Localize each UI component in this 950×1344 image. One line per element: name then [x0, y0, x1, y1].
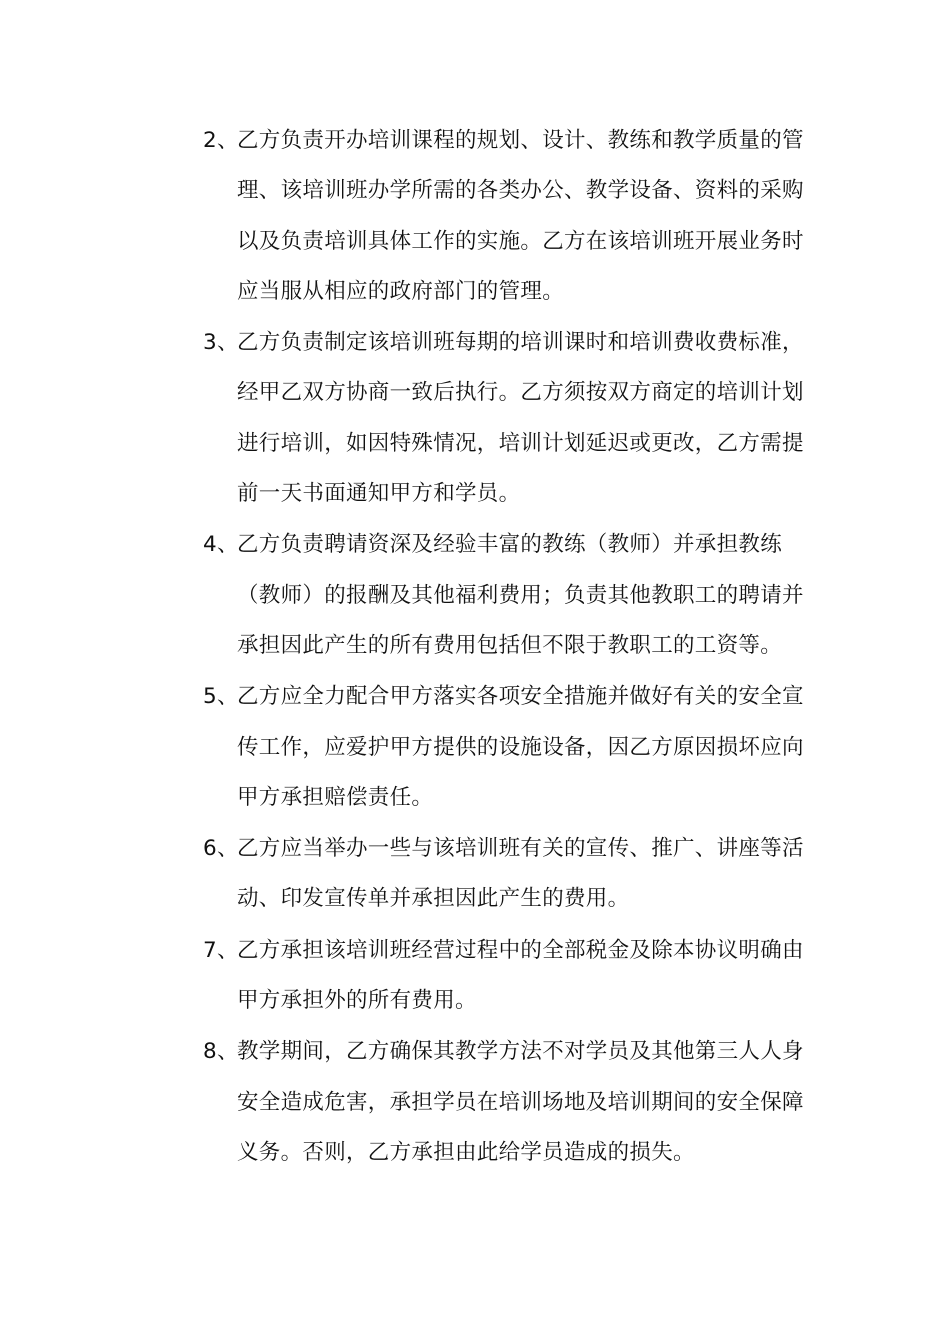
clause-number: 5、 [203, 684, 239, 710]
clause-number: 3、 [203, 330, 239, 356]
clause-text: 乙方承担该培训班经营过程中的全部税金及除本协议明确由甲方承担外的所有费用。 [237, 937, 804, 1014]
clause-text: 乙方应当举办一些与该培训班有关的宣传、推广、讲座等活动、印发宣传单并承担因此产生的费用。 [237, 836, 804, 912]
clause-8 [203, 1027, 813, 1178]
clause-text: 教学期间，乙方确保其教学方法不对学员及其他第三人人身安全造成危害，承担学员在培训场地及培训期间的安全保障义务。否则，乙方承担由此给学员造成的损失。 [237, 1039, 804, 1165]
clause-2 [203, 116, 813, 317]
clause-5 [203, 672, 813, 823]
clause-6 [203, 824, 813, 925]
clause-text: 乙方负责制定该培训班每期的培训课时和培训费收费标准，经甲乙双方协商一致后执行。乙方须按双方商定的培训计划进行培训，如因特殊情况，培训计划延迟或更改，乙方需提前一天书面通知甲方和学员。 [237, 330, 804, 507]
clause-text: 乙方负责聘请资深及经验丰富的教练（教师）并承担教练（教师）的报酬及其他福利费用；负责其他教职工的聘请并承担因此产生的所有费用包括但不限于教职工的工资等。 [237, 532, 804, 658]
clause-list [203, 116, 813, 1179]
clause-3 [203, 318, 813, 519]
clause-7 [203, 926, 813, 1027]
clause-number: 2、 [203, 128, 239, 153]
clause-text: 乙方负责开办培训课程的规划、设计、教练和教学质量的管理、该培训班办学所需的各类办公、教学设备、资料的采购以及负责培训具体工作的实施。乙方在该培训班开展业务时应当服从相应的政府部门的管理。 [237, 128, 804, 304]
clause-number: 7、 [203, 937, 239, 963]
clause-number: 4、 [203, 532, 239, 558]
clause-4 [203, 520, 813, 671]
clause-number: 6、 [203, 836, 239, 862]
clause-number: 8、 [203, 1039, 239, 1065]
clause-text: 乙方应全力配合甲方落实各项安全措施并做好有关的安全宣传工作，应爱护甲方提供的设施设备，因乙方原因损坏应向甲方承担赔偿责任。 [237, 684, 804, 810]
